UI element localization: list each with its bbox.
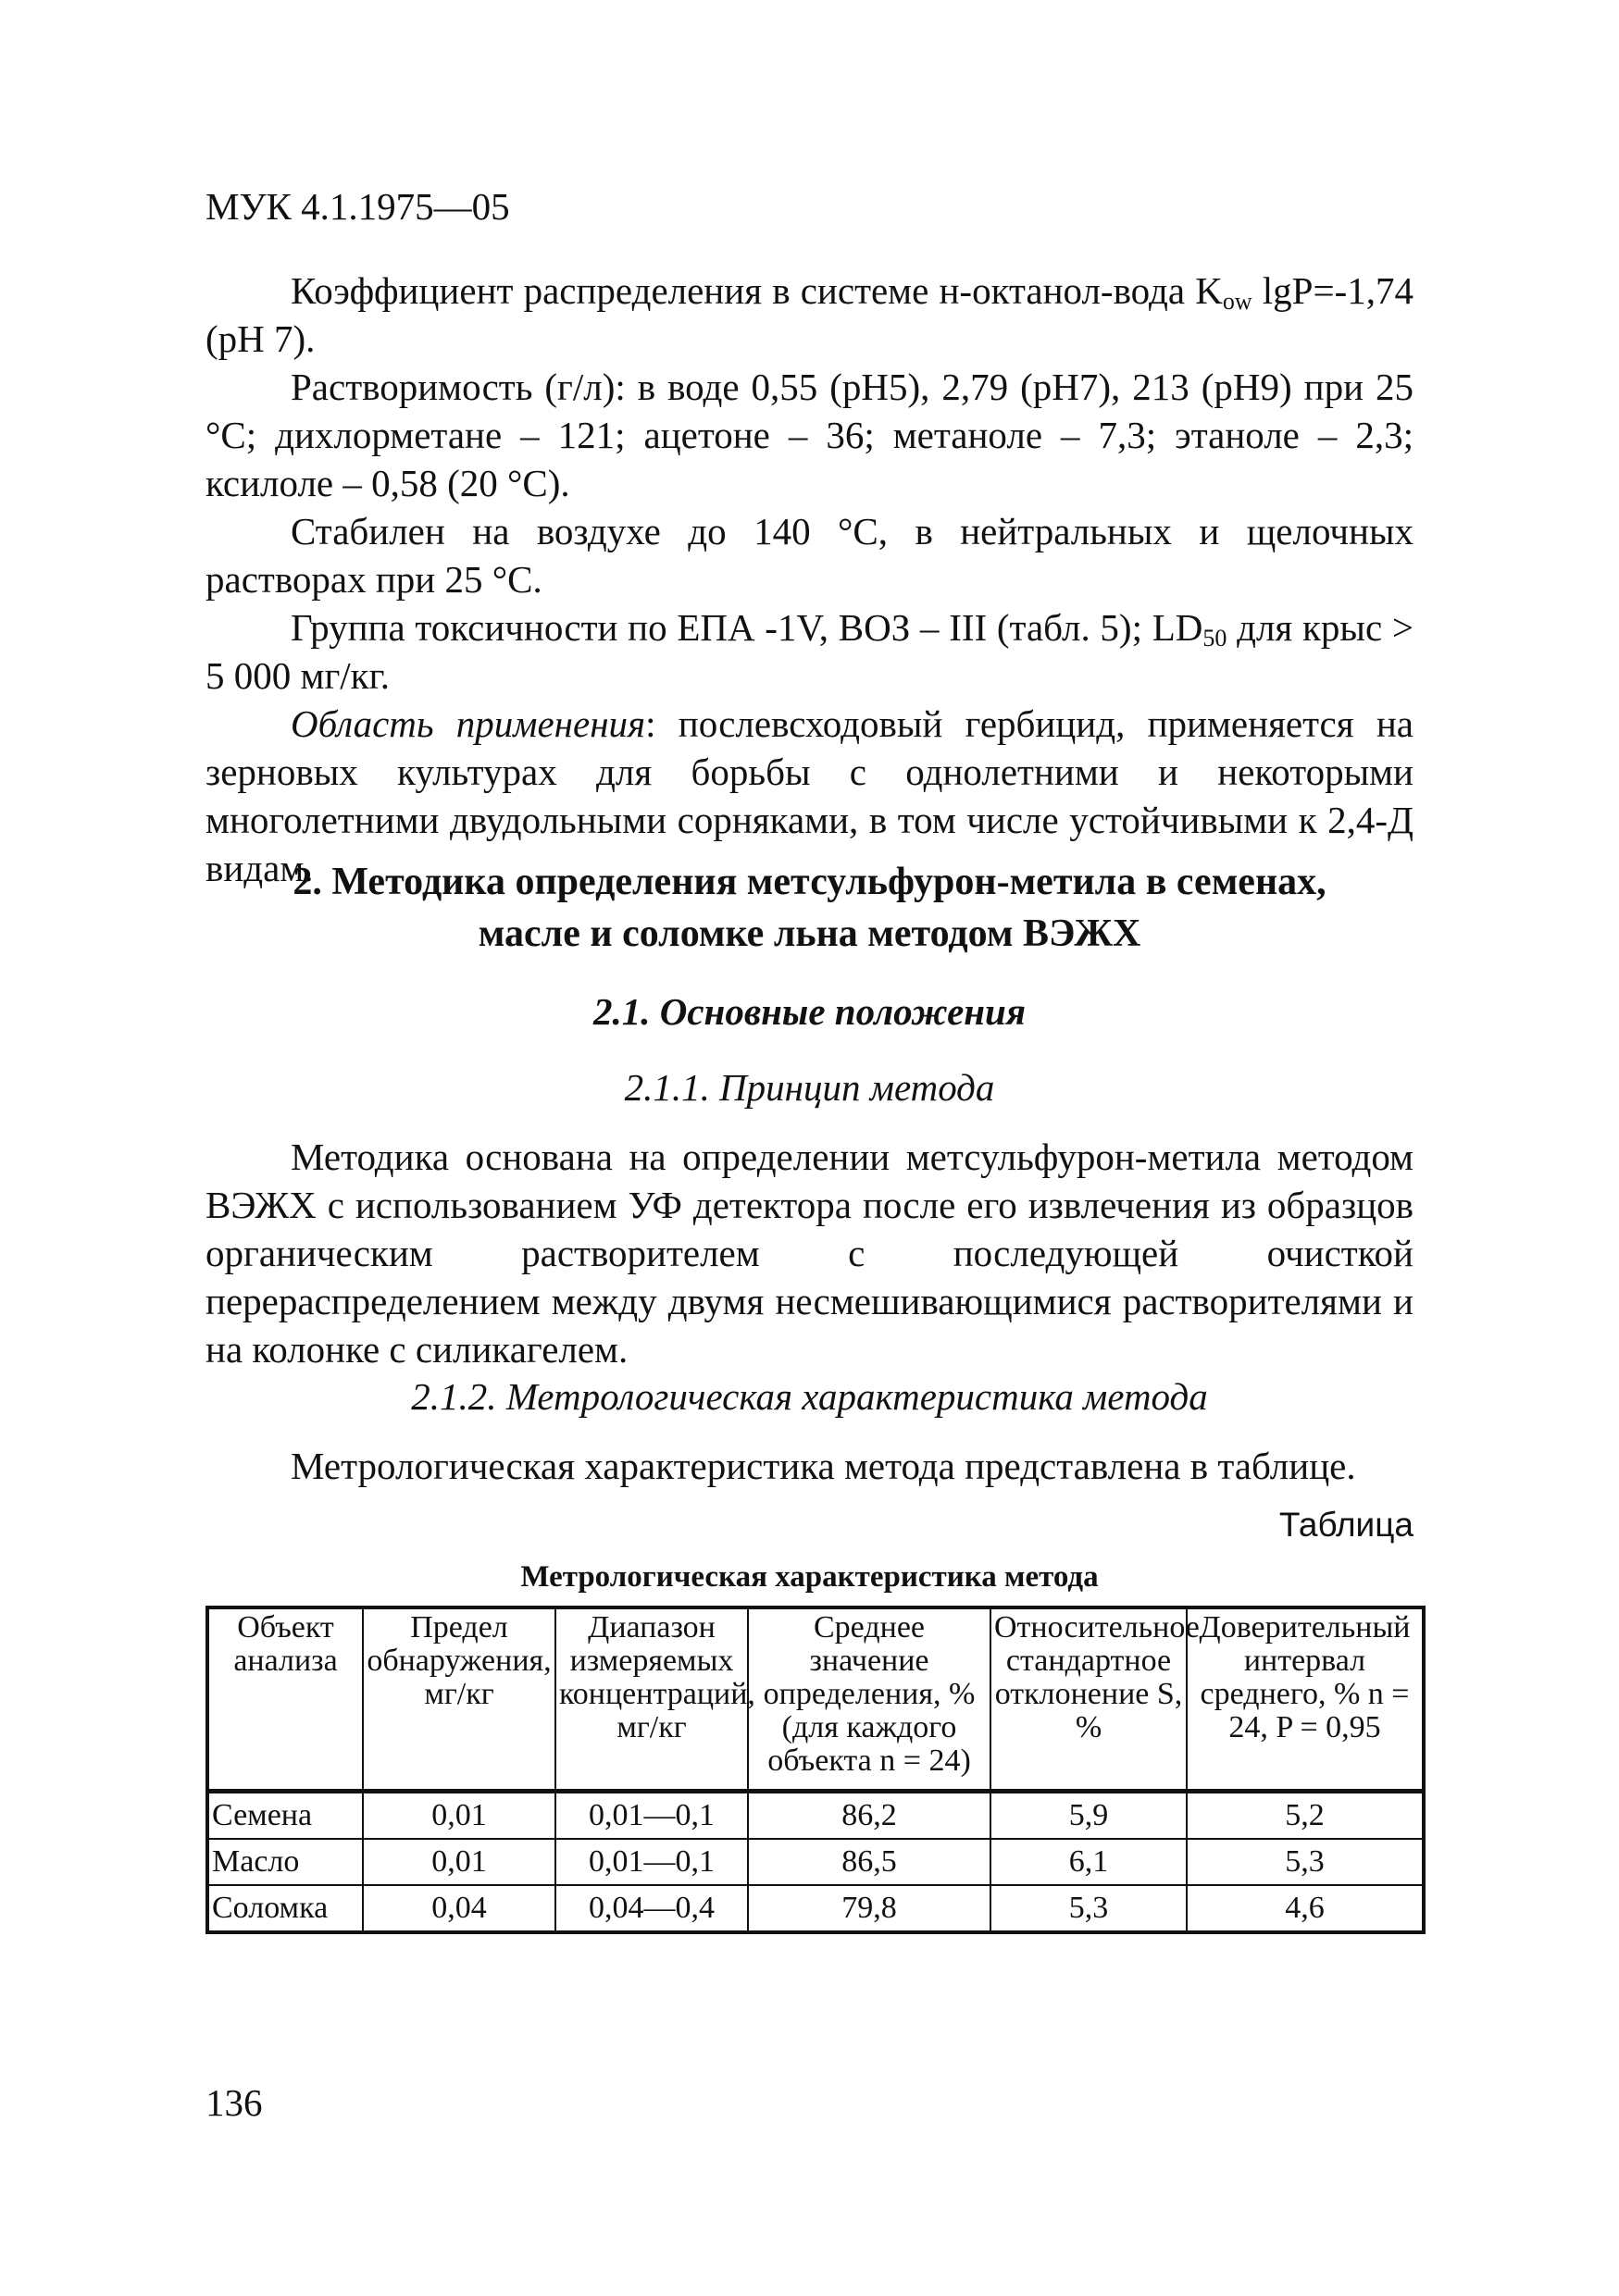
table-header-row xyxy=(207,1607,1424,1792)
table-cell: 86,5 xyxy=(748,1839,990,1885)
table-cell: 0,01 xyxy=(363,1792,555,1840)
table-cell: 0,01—0,1 xyxy=(555,1792,748,1840)
metrology-table xyxy=(205,1606,1426,1934)
table-cell: 6,1 xyxy=(990,1839,1187,1885)
method-principle xyxy=(205,1133,1414,1373)
table-cell: Масло xyxy=(207,1839,363,1885)
header-cell: Относительное стандартное отклонение S, % xyxy=(990,1607,1187,1792)
table-cell: 5,2 xyxy=(1187,1792,1424,1840)
table-cell: 0,04—0,4 xyxy=(555,1885,748,1932)
metrology-intro xyxy=(205,1442,1414,1490)
header-cell: Доверительный интервал среднего, % n = 24, P = 0,95 xyxy=(1187,1607,1424,1792)
table-cell: 0,01—0,1 xyxy=(555,1839,748,1885)
header-cell: Диапазон измеряемых концентраций, мг/кг xyxy=(555,1607,748,1792)
table-cell: 5,3 xyxy=(1187,1839,1424,1885)
table-cell: 79,8 xyxy=(748,1885,990,1932)
table-cell: Соломка xyxy=(207,1885,363,1932)
table-row xyxy=(207,1885,1424,1932)
header-cell: Объект анализа xyxy=(207,1607,363,1792)
table-cell: Семена xyxy=(207,1792,363,1840)
header-cell: Среднее значение определения, % (для каждого объекта n = 24) xyxy=(748,1607,990,1792)
solubility-paragraph: Растворимость (г/л): в воде 0,55 (pH5), 2,79 (pH7), 213 (pH9) при 25 °С; дихлорметане – 121; ацетоне – 36; метаноле – 7,3; этаноле – 2,3; ксилоле – 0,58 (20 °С). xyxy=(205,366,1414,504)
application-paragraph: Область применения: послевсходовый гербицид, применяется на зерновых культурах для борьбы с однолетними и некоторыми многолетними двудольными сорняками, в том числе устойчивыми к 2,4-Д видам. xyxy=(205,702,1414,889)
document-header: МУК 4.1.1975—05 xyxy=(205,185,510,228)
table-cell: 5,9 xyxy=(990,1792,1187,1840)
table-title: Метрологическая характеристика метода xyxy=(520,1560,1099,1594)
toxicity-paragraph: Группа токсичности по ЕПА -1V, ВОЗ – III (табл. 5); $LD_{50}$ для крыс > 5 000 мг/кг. xyxy=(205,606,1414,697)
table-cell: 4,6 xyxy=(1187,1885,1424,1932)
table-cell: 86,2 xyxy=(748,1792,990,1840)
table-label: Таблица xyxy=(1278,1506,1414,1544)
subsection-heading: 2.1. Основные положения xyxy=(593,990,1026,1033)
table-row xyxy=(207,1792,1424,1840)
table-cell: 0,04 xyxy=(363,1885,555,1932)
subsubsection-heading-metrology: 2.1.2. Метрологическая характеристика метода xyxy=(411,1375,1208,1418)
subsubsection-heading-principle: 2.1.1. Принцип метода xyxy=(624,1066,995,1109)
partition-coefficient-paragraph: Коэффициент распределения в системе н-октанол-вода $K_{ow}$ lgP=-1,74 (pH 7). xyxy=(205,269,1414,360)
header-cell: Предел обнаружения, мг/кг xyxy=(363,1607,555,1792)
substance-properties xyxy=(205,267,1414,892)
table-row xyxy=(207,1839,1424,1885)
metrology-paragraph: Метрологическая характеристика метода представлена в таблице. xyxy=(291,1445,1356,1487)
table-cell: 0,01 xyxy=(363,1839,555,1885)
principle-paragraph: Методика основана на определении метсульфурон-метила методом ВЭЖХ с использованием УФ детектора после его извлечения из образцов органическим растворителем с последующей очисткой перераспределением между двумя несмешивающимися растворителями и на колонке с силикагелем. xyxy=(205,1136,1414,1371)
page-number: 136 xyxy=(205,2081,263,2124)
table-cell: 5,3 xyxy=(990,1885,1187,1932)
section-heading: 2. Методика определения метсульфурон-метила в семенах, масле и соломке льна методом ВЭЖХ xyxy=(293,861,1326,955)
stability-paragraph: Стабилен на воздухе до 140 °С, в нейтральных и щелочных растворах при 25 °С. xyxy=(205,510,1414,601)
